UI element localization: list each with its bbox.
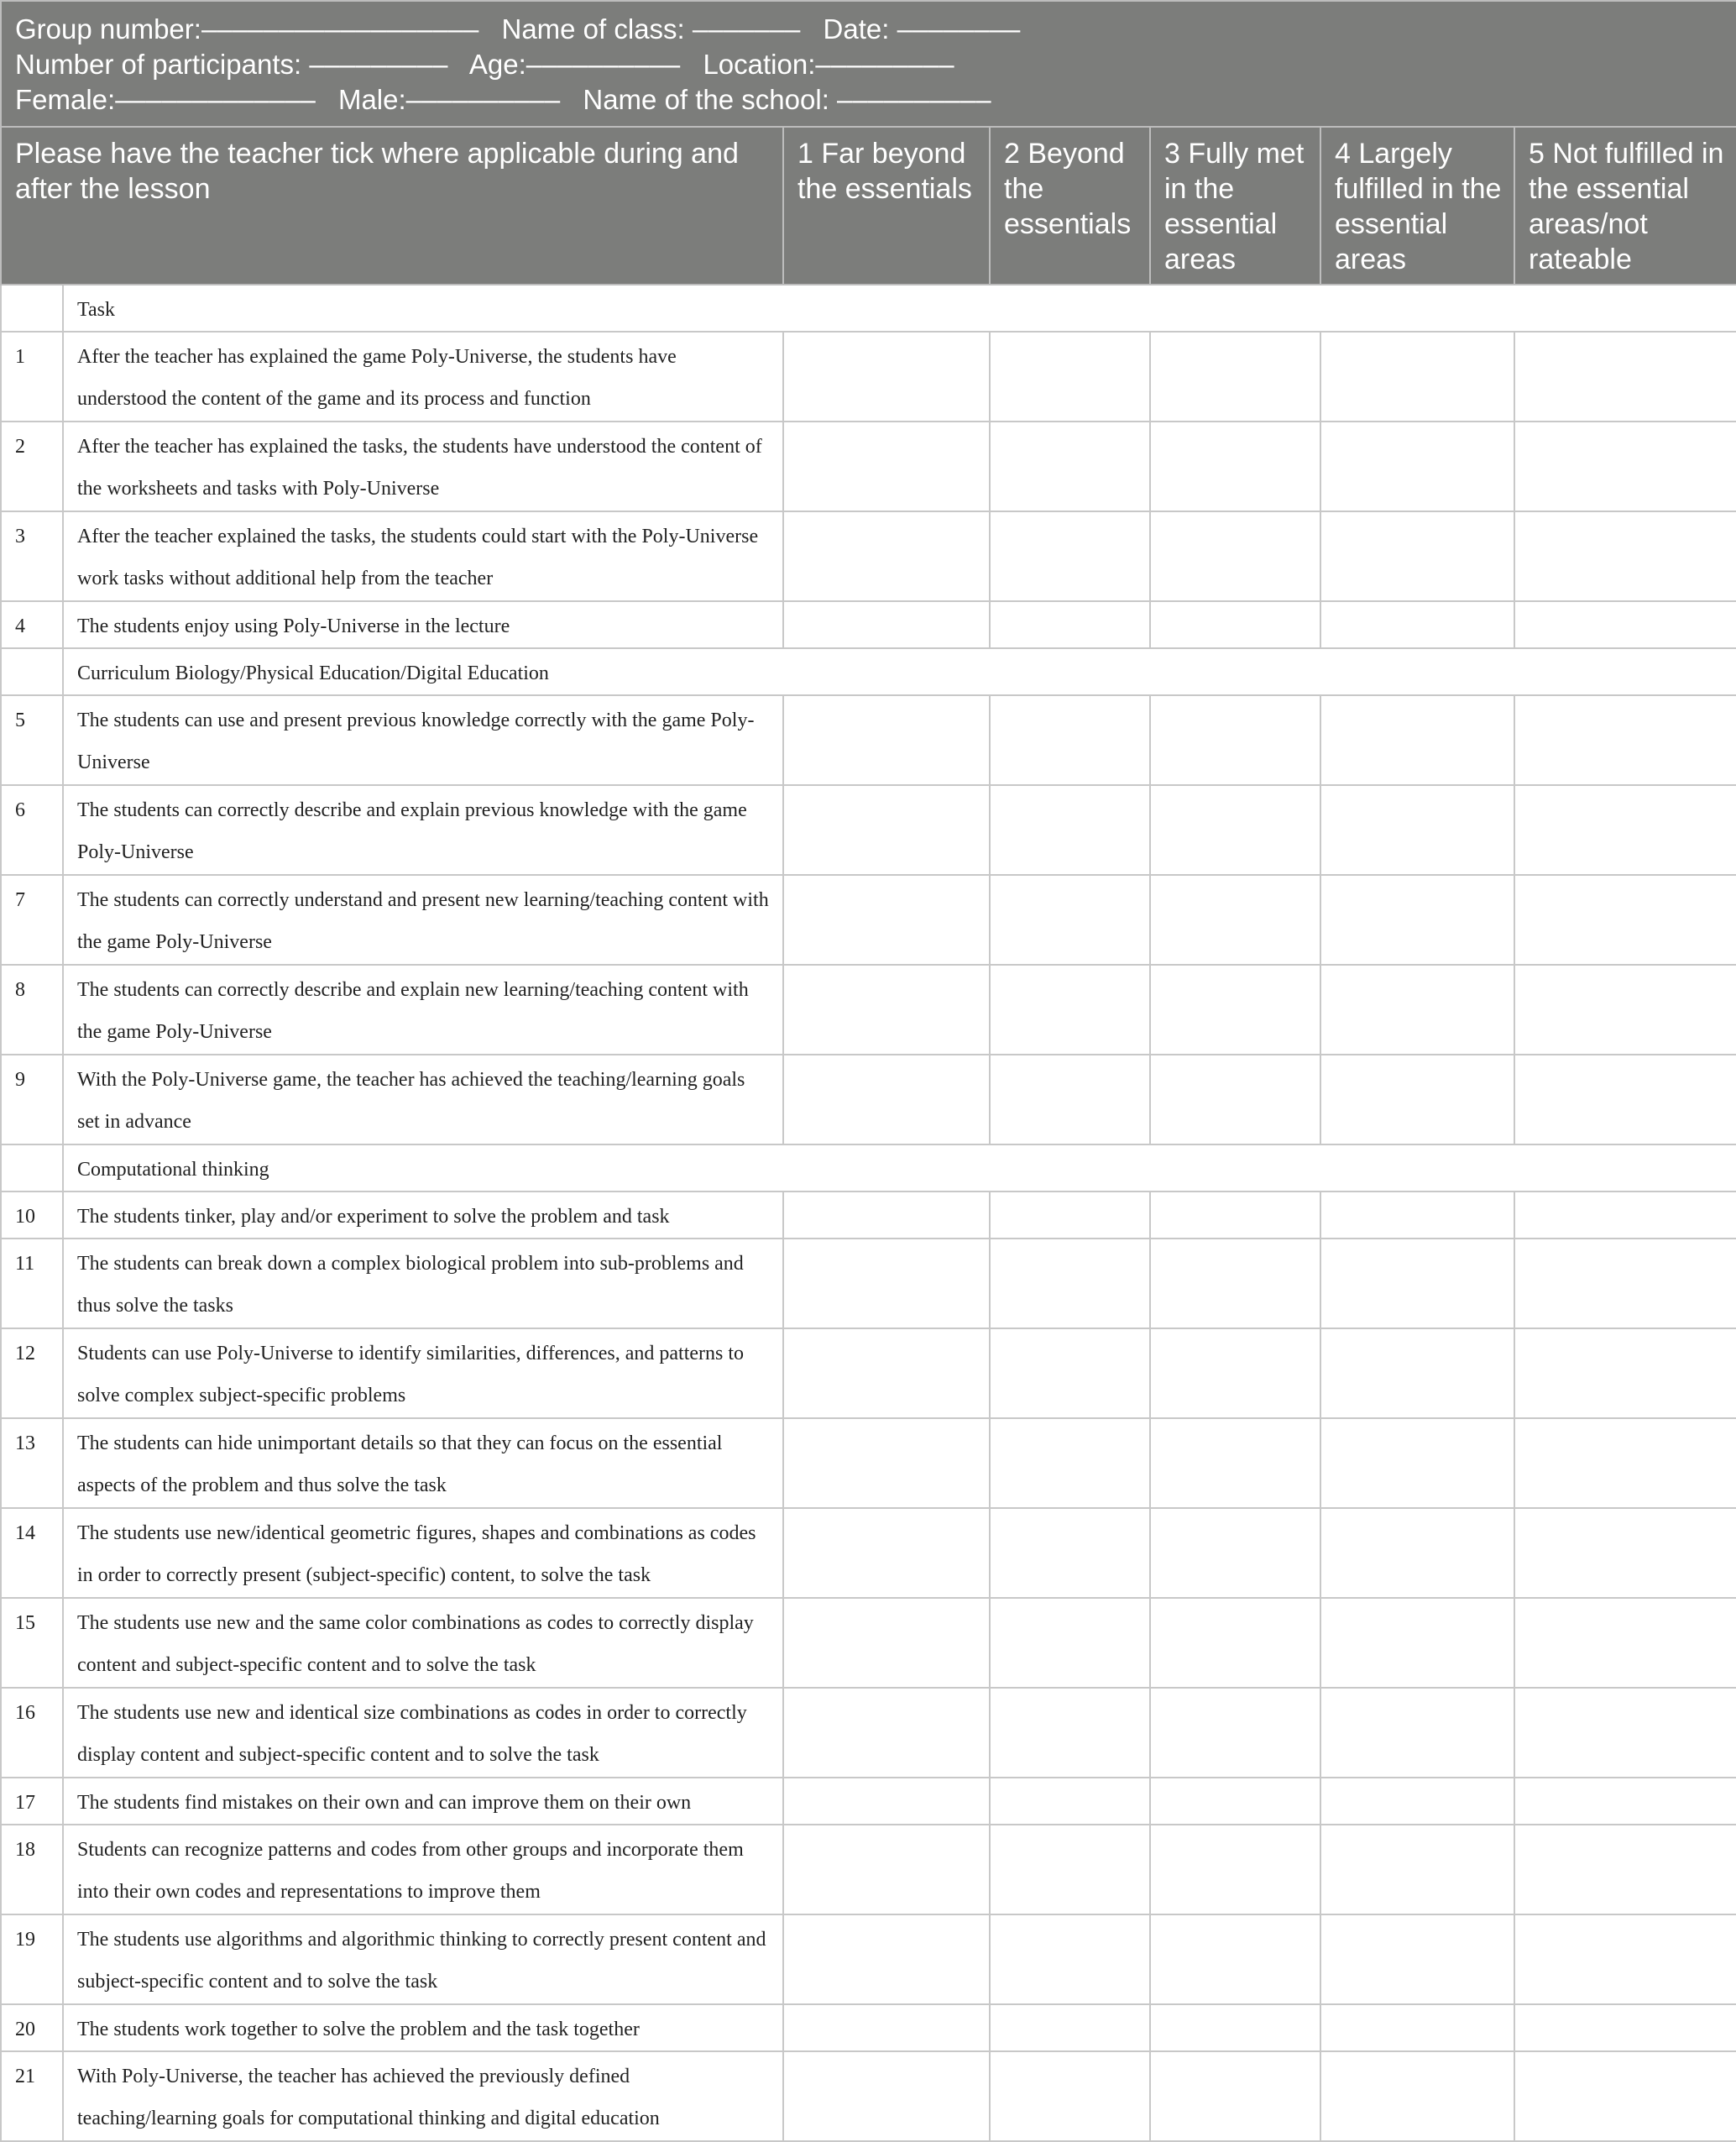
rating-4-checkbox-cell[interactable]: [1320, 695, 1514, 785]
rating-2-checkbox-cell[interactable]: [990, 875, 1150, 965]
rating-2-checkbox-cell[interactable]: [990, 1778, 1150, 1825]
item-number: 15: [1, 1598, 63, 1688]
rating-2-checkbox-cell[interactable]: [990, 1191, 1150, 1239]
rating-3-checkbox-cell[interactable]: [1150, 1239, 1320, 1328]
school-name-field: Name of the school: ––––––––––: [583, 84, 991, 115]
table-row: [1, 2004, 1736, 2051]
item-number: 6: [1, 785, 63, 875]
table-row: [1, 1598, 1736, 1688]
table-row: [1, 875, 1736, 965]
table-body: [1, 285, 1736, 2141]
rating-3-checkbox-cell[interactable]: [1150, 1914, 1320, 2004]
rating-3-checkbox-cell[interactable]: [1150, 422, 1320, 511]
item-number: 4: [1, 601, 63, 648]
item-number: 17: [1, 1778, 63, 1825]
rating-4-checkbox-cell[interactable]: [1320, 1914, 1514, 2004]
item-number: 11: [1, 1239, 63, 1328]
rating-1-checkbox-cell[interactable]: [783, 1688, 990, 1778]
rating-3-checkbox-cell[interactable]: [1150, 1508, 1320, 1598]
rating-3-checkbox-cell[interactable]: [1150, 1825, 1320, 1914]
group-info-cell: [1, 1, 1736, 127]
table-row: [1, 1239, 1736, 1328]
rating-3-checkbox-cell[interactable]: [1150, 1418, 1320, 1508]
rating-1-checkbox-cell[interactable]: [783, 511, 990, 601]
table-row: [1, 1508, 1736, 1598]
section-row: [1, 648, 1736, 695]
rating-5-checkbox-cell[interactable]: [1514, 1239, 1736, 1328]
table-row: [1, 511, 1736, 601]
item-statement: Students can recognize patterns and codes from other groups and incorporate them into their own codes and representations to improve them: [63, 1825, 783, 1914]
rating-5-checkbox-cell[interactable]: [1514, 2051, 1736, 2141]
rating-5-checkbox-cell[interactable]: [1514, 1055, 1736, 1144]
item-number: 14: [1, 1508, 63, 1598]
rating-5-checkbox-cell[interactable]: [1514, 1778, 1736, 1825]
rating-3-checkbox-cell[interactable]: [1150, 695, 1320, 785]
info-line-2: [15, 47, 1723, 82]
rating-1-checkbox-cell[interactable]: [783, 1778, 990, 1825]
table-row: [1, 601, 1736, 648]
rating-3-checkbox-cell[interactable]: [1150, 1328, 1320, 1418]
rating-3-checkbox-cell[interactable]: [1150, 1598, 1320, 1688]
item-number: 9: [1, 1055, 63, 1144]
table-row: [1, 1418, 1736, 1508]
rating-4-header: 4 Largely fulfilled in the essential areas: [1320, 127, 1514, 285]
rating-4-checkbox-cell[interactable]: [1320, 1825, 1514, 1914]
item-statement: Students can use Poly-Universe to identify similarities, differences, and patterns to solve complex subject-specific problems: [63, 1328, 783, 1418]
info-line-3: [15, 82, 1723, 118]
table-row: [1, 1055, 1736, 1144]
rating-3-header: 3 Fully met in the essential areas: [1150, 127, 1320, 285]
table-row: [1, 1778, 1736, 1825]
date-field: Date: ––––––––: [823, 13, 1021, 45]
table-row: [1, 332, 1736, 422]
rating-1-checkbox-cell[interactable]: [783, 1055, 990, 1144]
rating-3-checkbox-cell[interactable]: [1150, 875, 1320, 965]
rating-4-checkbox-cell[interactable]: [1320, 601, 1514, 648]
rating-3-checkbox-cell[interactable]: [1150, 2051, 1320, 2141]
item-statement: The students can correctly describe and explain new learning/teaching content with the game Poly-Universe: [63, 965, 783, 1055]
rating-5-checkbox-cell[interactable]: [1514, 332, 1736, 422]
rating-4-checkbox-cell[interactable]: [1320, 1598, 1514, 1688]
section-spacer: [1, 285, 63, 332]
item-number: 16: [1, 1688, 63, 1778]
class-name-field: Name of class: –––––––: [501, 13, 801, 45]
rating-3-checkbox-cell[interactable]: [1150, 1688, 1320, 1778]
male-field: Male:––––––––––: [337, 84, 561, 115]
item-number: 8: [1, 965, 63, 1055]
item-statement: With the Poly-Universe game, the teacher has achieved the teaching/learning goals set in advance: [63, 1055, 783, 1144]
rating-1-checkbox-cell[interactable]: [783, 332, 990, 422]
rating-1-checkbox-cell[interactable]: [783, 1191, 990, 1239]
column-header-row: [1, 127, 1736, 285]
rating-1-checkbox-cell[interactable]: [783, 1825, 990, 1914]
item-statement: The students use new and the same color combinations as codes to correctly display content and subject-specific content and to solve the task: [63, 1598, 783, 1688]
item-number: 12: [1, 1328, 63, 1418]
section-title: Computational thinking: [63, 1144, 1736, 1191]
section-spacer: [1, 1144, 63, 1191]
rating-2-checkbox-cell[interactable]: [990, 332, 1150, 422]
rating-4-checkbox-cell[interactable]: [1320, 1055, 1514, 1144]
rating-4-checkbox-cell[interactable]: [1320, 1191, 1514, 1239]
rating-5-checkbox-cell[interactable]: [1514, 1191, 1736, 1239]
rating-5-checkbox-cell[interactable]: [1514, 1418, 1736, 1508]
item-number: 20: [1, 2004, 63, 2051]
rating-4-checkbox-cell[interactable]: [1320, 875, 1514, 965]
rating-3-checkbox-cell[interactable]: [1150, 1055, 1320, 1144]
rating-4-checkbox-cell[interactable]: [1320, 1688, 1514, 1778]
item-statement: After the teacher has explained the game Poly-Universe, the students have understood the content of the game and its process and function: [63, 332, 783, 422]
item-number: 7: [1, 875, 63, 965]
group-number-field: Group number:––––––––––––––––––: [15, 13, 479, 45]
table-row: [1, 1914, 1736, 2004]
rating-3-checkbox-cell[interactable]: [1150, 965, 1320, 1055]
rating-2-checkbox-cell[interactable]: [990, 785, 1150, 875]
item-statement: The students can use and present previous knowledge correctly with the game Poly-Universe: [63, 695, 783, 785]
rating-4-checkbox-cell[interactable]: [1320, 1778, 1514, 1825]
rating-4-checkbox-cell[interactable]: [1320, 1328, 1514, 1418]
table-row: [1, 1328, 1736, 1418]
section-row: [1, 285, 1736, 332]
rating-5-checkbox-cell[interactable]: [1514, 2004, 1736, 2051]
location-field: Location:–––––––––: [703, 49, 954, 80]
rating-1-checkbox-cell[interactable]: [783, 785, 990, 875]
rating-4-checkbox-cell[interactable]: [1320, 332, 1514, 422]
rating-2-checkbox-cell[interactable]: [990, 1055, 1150, 1144]
rating-1-checkbox-cell[interactable]: [783, 1328, 990, 1418]
rating-1-checkbox-cell[interactable]: [783, 601, 990, 648]
rating-4-checkbox-cell[interactable]: [1320, 1508, 1514, 1598]
table-row: [1, 785, 1736, 875]
rating-4-checkbox-cell[interactable]: [1320, 422, 1514, 511]
rating-3-checkbox-cell[interactable]: [1150, 511, 1320, 601]
rating-4-checkbox-cell[interactable]: [1320, 2004, 1514, 2051]
item-number: 19: [1, 1914, 63, 2004]
rating-3-checkbox-cell[interactable]: [1150, 332, 1320, 422]
item-statement: The students can correctly describe and explain previous knowledge with the game Poly-Universe: [63, 785, 783, 875]
rating-1-checkbox-cell[interactable]: [783, 1239, 990, 1328]
rating-5-checkbox-cell[interactable]: [1514, 1508, 1736, 1598]
rating-2-checkbox-cell[interactable]: [990, 1328, 1150, 1418]
rating-2-checkbox-cell[interactable]: [990, 422, 1150, 511]
instruction-header: Please have the teacher tick where applicable during and after the lesson: [1, 127, 783, 285]
section-title: Task: [63, 285, 1736, 332]
participants-field: Number of participants: –––––––––: [15, 49, 448, 80]
item-statement: The students enjoy using Poly-Universe in the lecture: [63, 601, 783, 648]
table-row: [1, 1191, 1736, 1239]
item-number: 21: [1, 2051, 63, 2141]
rating-2-checkbox-cell[interactable]: [990, 2051, 1150, 2141]
item-number: 1: [1, 332, 63, 422]
item-number: 3: [1, 511, 63, 601]
item-number: 13: [1, 1418, 63, 1508]
rating-5-checkbox-cell[interactable]: [1514, 511, 1736, 601]
rating-1-checkbox-cell[interactable]: [783, 1598, 990, 1688]
table-row: [1, 1825, 1736, 1914]
rating-2-checkbox-cell[interactable]: [990, 1418, 1150, 1508]
item-statement: The students use algorithms and algorithmic thinking to correctly present content and subject-specific content and to solve the task: [63, 1914, 783, 2004]
rating-5-checkbox-cell[interactable]: [1514, 785, 1736, 875]
rating-1-checkbox-cell[interactable]: [783, 422, 990, 511]
rating-1-checkbox-cell[interactable]: [783, 1914, 990, 2004]
rating-2-checkbox-cell[interactable]: [990, 1825, 1150, 1914]
age-field: Age:––––––––––: [468, 49, 681, 80]
item-number: 18: [1, 1825, 63, 1914]
female-field: Female:–––––––––––––: [15, 84, 316, 115]
section-spacer: [1, 648, 63, 695]
rating-1-checkbox-cell[interactable]: [783, 2051, 990, 2141]
rating-4-checkbox-cell[interactable]: [1320, 1418, 1514, 1508]
rating-5-checkbox-cell[interactable]: [1514, 1598, 1736, 1688]
rating-2-header: 2 Beyond the essentials: [990, 127, 1150, 285]
table-row: [1, 965, 1736, 1055]
rating-2-checkbox-cell[interactable]: [990, 965, 1150, 1055]
item-statement: The students use new and identical size combinations as codes in order to correctly display content and subject-specific content and to solve the task: [63, 1688, 783, 1778]
item-statement: The students use new/identical geometric figures, shapes and combinations as codes in order to correctly present (subject-specific) content, to solve the task: [63, 1508, 783, 1598]
item-statement: The students tinker, play and/or experiment to solve the problem and task: [63, 1191, 783, 1239]
group-info-header: [1, 1, 1736, 127]
rating-5-checkbox-cell[interactable]: [1514, 695, 1736, 785]
rating-5-checkbox-cell[interactable]: [1514, 1328, 1736, 1418]
rating-4-checkbox-cell[interactable]: [1320, 1239, 1514, 1328]
rating-2-checkbox-cell[interactable]: [990, 601, 1150, 648]
rating-5-header: 5 Not fulfilled in the essential areas/not rateable: [1514, 127, 1736, 285]
rating-2-checkbox-cell[interactable]: [990, 1508, 1150, 1598]
rating-1-checkbox-cell[interactable]: [783, 965, 990, 1055]
rating-5-checkbox-cell[interactable]: [1514, 1688, 1736, 1778]
item-statement: After the teacher explained the tasks, the students could start with the Poly-Universe work tasks without additional help from the teacher: [63, 511, 783, 601]
rating-1-checkbox-cell[interactable]: [783, 875, 990, 965]
rating-5-checkbox-cell[interactable]: [1514, 965, 1736, 1055]
rating-1-header: 1 Far beyond the essentials: [783, 127, 990, 285]
item-statement: The students work together to solve the problem and the task together: [63, 2004, 783, 2051]
item-statement: The students can break down a complex biological problem into sub-problems and thus solve the tasks: [63, 1239, 783, 1328]
rating-5-checkbox-cell[interactable]: [1514, 422, 1736, 511]
rating-1-checkbox-cell[interactable]: [783, 2004, 990, 2051]
rating-5-checkbox-cell[interactable]: [1514, 875, 1736, 965]
rating-2-checkbox-cell[interactable]: [990, 1688, 1150, 1778]
table-row: [1, 2051, 1736, 2141]
rating-1-checkbox-cell[interactable]: [783, 1508, 990, 1598]
rating-3-checkbox-cell[interactable]: [1150, 1778, 1320, 1825]
table-row: [1, 695, 1736, 785]
rating-3-checkbox-cell[interactable]: [1150, 2004, 1320, 2051]
rating-5-checkbox-cell[interactable]: [1514, 1914, 1736, 2004]
rating-5-checkbox-cell[interactable]: [1514, 601, 1736, 648]
rating-1-checkbox-cell[interactable]: [783, 695, 990, 785]
item-number: 10: [1, 1191, 63, 1239]
rating-5-checkbox-cell[interactable]: [1514, 1825, 1736, 1914]
item-number: 5: [1, 695, 63, 785]
rating-2-checkbox-cell[interactable]: [990, 2004, 1150, 2051]
info-line-1: [15, 12, 1723, 47]
rating-4-checkbox-cell[interactable]: [1320, 511, 1514, 601]
rating-3-checkbox-cell[interactable]: [1150, 785, 1320, 875]
section-row: [1, 1144, 1736, 1191]
section-title: Curriculum Biology/Physical Education/Digital Education: [63, 648, 1736, 695]
rating-2-checkbox-cell[interactable]: [990, 1598, 1150, 1688]
rating-4-checkbox-cell[interactable]: [1320, 785, 1514, 875]
rating-3-checkbox-cell[interactable]: [1150, 1191, 1320, 1239]
rating-1-checkbox-cell[interactable]: [783, 1418, 990, 1508]
item-number: 2: [1, 422, 63, 511]
table-row: [1, 422, 1736, 511]
item-statement: The students can hide unimportant details so that they can focus on the essential aspects of the problem and thus solve the task: [63, 1418, 783, 1508]
rating-2-checkbox-cell[interactable]: [990, 1239, 1150, 1328]
item-statement: The students can correctly understand and present new learning/teaching content with the game Poly-Universe: [63, 875, 783, 965]
item-statement: With Poly-Universe, the teacher has achieved the previously defined teaching/learning goals for computational thinking and digital education: [63, 2051, 783, 2141]
rating-3-checkbox-cell[interactable]: [1150, 601, 1320, 648]
rating-2-checkbox-cell[interactable]: [990, 511, 1150, 601]
rating-4-checkbox-cell[interactable]: [1320, 965, 1514, 1055]
rating-2-checkbox-cell[interactable]: [990, 1914, 1150, 2004]
item-statement: After the teacher has explained the tasks, the students have understood the content of the worksheets and tasks with Poly-Universe: [63, 422, 783, 511]
rating-2-checkbox-cell[interactable]: [990, 695, 1150, 785]
table-row: [1, 1688, 1736, 1778]
item-statement: The students find mistakes on their own and can improve them on their own: [63, 1778, 783, 1825]
rating-4-checkbox-cell[interactable]: [1320, 2051, 1514, 2141]
